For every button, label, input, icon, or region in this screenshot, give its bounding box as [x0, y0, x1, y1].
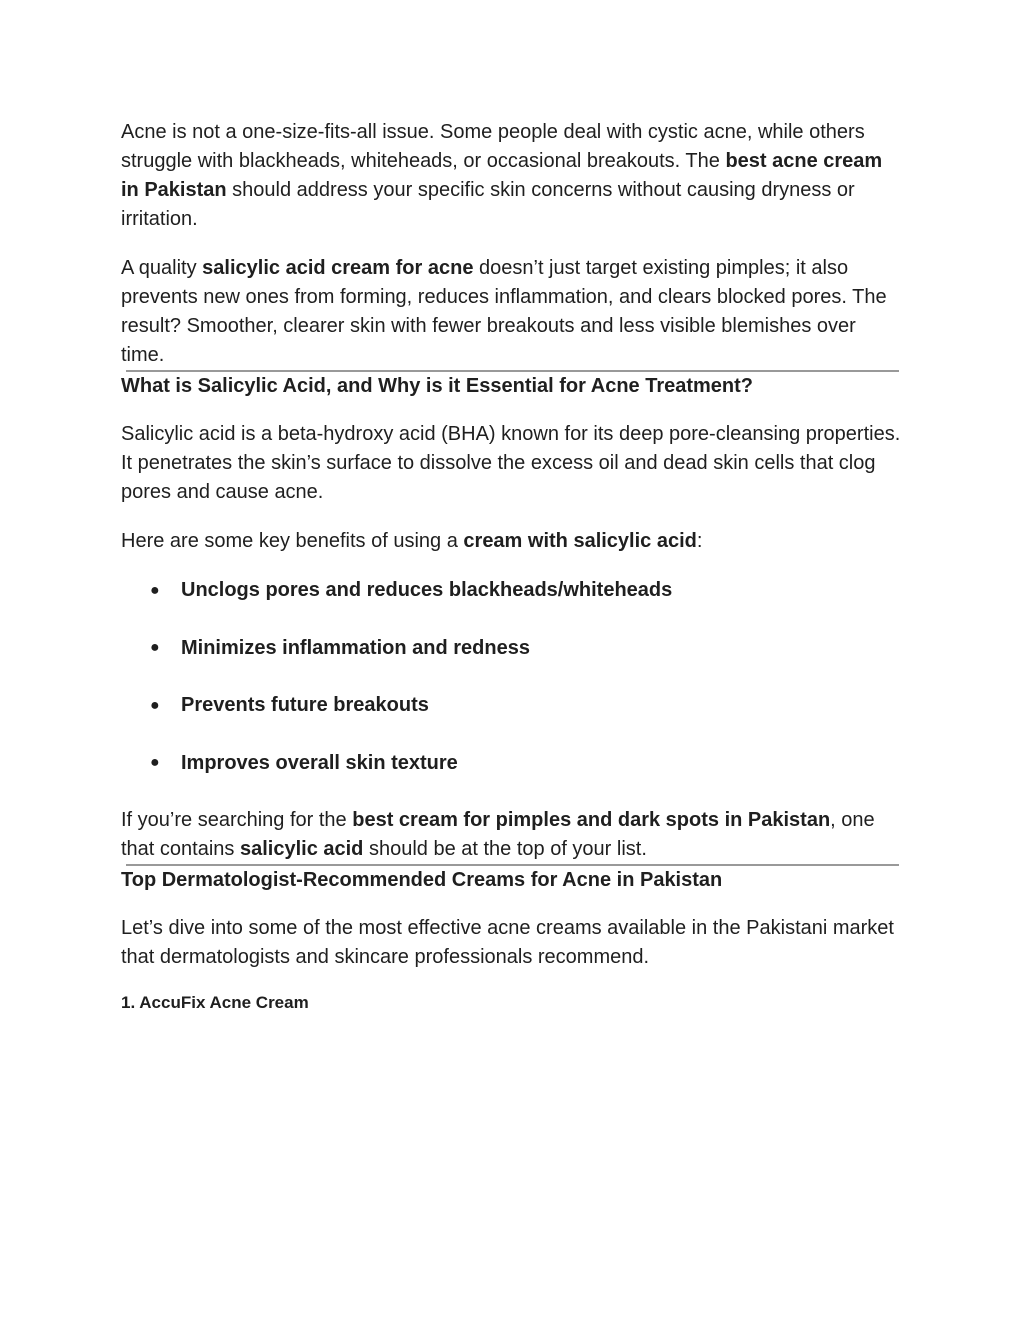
text-run: Acne is not a one-size-fits-all issue. Some people deal with cystic acne, while others struggle with blackheads, whiteheads, or occasional breakouts. The: [121, 121, 865, 172]
text-run: doesn’t just target existing pimples; it also prevents new ones from forming, reduces inflammation, and clears blocked pores. The result? Smoother, clearer skin with fewer breakouts and less visible blemishes over time.: [121, 257, 887, 366]
creams-intro-paragraph: Let’s dive into some of the most effective acne creams available in the Pakistani market that dermatologists and skincare professionals recommend.: [121, 917, 894, 968]
bullet-icon: ●: [150, 696, 160, 714]
text-run: should address your specific skin concerns without causing dryness or irritation.: [121, 179, 855, 230]
salicylic-description-paragraph: Salicylic acid is a beta-hydroxy acid (BHA) known for its deep pore-cleansing properties. It penetrates the skin’s surface to dissolve the excess oil and dead skin cells that clog pores and cause acne.: [121, 423, 901, 503]
text-run: If you’re searching for the: [121, 809, 353, 831]
text-run: A quality: [121, 257, 203, 279]
section-heading-salicylic-acid: What is Salicylic Acid, and Why is it Essential for Acne Treatment?: [121, 375, 754, 397]
benefits-intro-paragraph: [121, 527, 901, 556]
text-run: , one that contains: [121, 809, 875, 860]
bold-text-run: cream with salicylic acid: [463, 530, 697, 552]
list-item-text: Unclogs pores and reduces blackheads/whiteheads: [181, 579, 673, 601]
list-item: [121, 634, 901, 663]
subheading-accufix: 1. AccuFix Acne Cream: [121, 993, 309, 1012]
list-item: [121, 576, 901, 605]
bullet-icon: ●: [150, 581, 160, 599]
bold-text-run: salicylic acid cream for acne: [202, 257, 474, 279]
text-run: should be at the top of your list.: [363, 838, 647, 860]
list-item-text: Minimizes inflammation and redness: [181, 636, 530, 659]
search-recommendation-paragraph: [121, 806, 901, 864]
list-item-text: Prevents future breakouts: [181, 694, 429, 716]
list-item-text: Improves overall skin texture: [181, 751, 458, 774]
section-heading-top-creams: Top Dermatologist-Recommended Creams for Acne in Pakistan: [121, 869, 723, 891]
bullet-icon: ●: [150, 754, 160, 771]
text-run: :: [696, 530, 703, 552]
intro-paragraph-1: [121, 118, 901, 234]
text-run: Here are some key benefits of using a: [121, 530, 464, 552]
bullet-icon: ●: [150, 639, 160, 656]
list-item: [121, 691, 901, 720]
intro-paragraph-2: [121, 254, 901, 370]
benefits-list: [121, 576, 901, 778]
list-item: [121, 749, 901, 778]
bold-text-run: best cream for pimples and dark spots in Pakistan: [352, 809, 831, 831]
document-page: [121, 118, 901, 1015]
bold-text-run: salicylic acid: [239, 838, 364, 860]
bold-text-run: best acne cream in Pakistan: [121, 150, 883, 201]
